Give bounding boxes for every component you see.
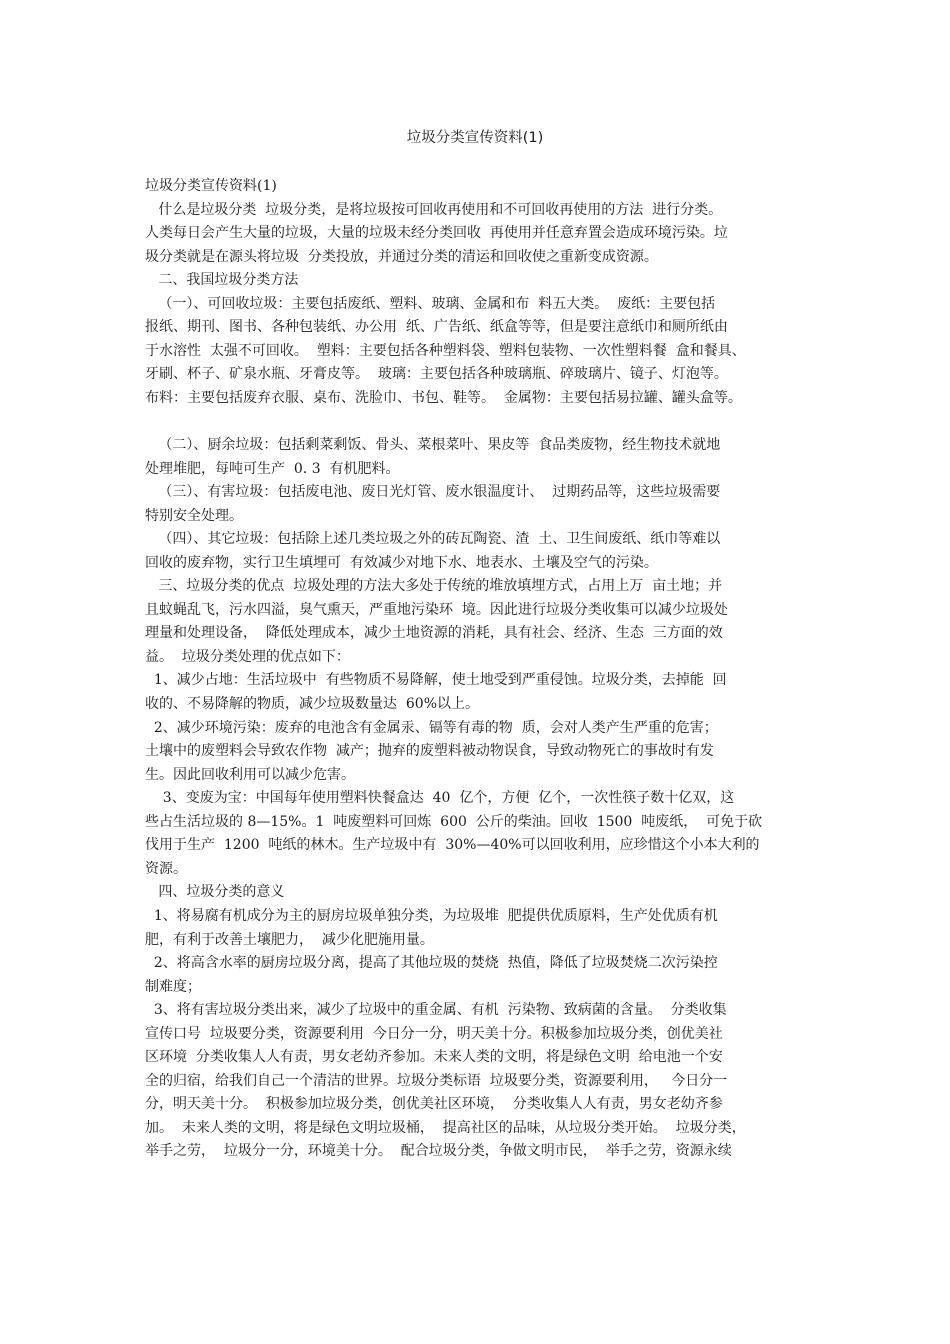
text-line: 三、垃圾分类的优点 垃圾处理的方法大多处于传统的堆放填埋方式，占用上万 亩土地；并 xyxy=(145,578,723,595)
text-line: 分，明天美十分。 积极参加垃圾分类，创优美社区环境， 分类收集人人有责，男女老幼齐参 xyxy=(145,1096,723,1113)
text-line: 报纸、期刊、图书、各种包装纸、办公用 纸、广告纸、纸盒等等，但是要注意纸巾和厕所纸由 xyxy=(145,319,728,336)
text-line: 2、减少环境污染：废弃的电池含有金属汞、镉等有毒的物 质，会对人类产生严重的危害； xyxy=(145,719,718,736)
text-line: 全的归宿，给我们自己一个清洁的世界。垃圾分类标语 垃圾要分类，资源要利用， 今日分一 xyxy=(145,1072,728,1089)
text-line: 特别安全处理。 xyxy=(145,507,243,524)
text-line: 布料：主要包括废弃衣服、桌布、洗脸巾、书包、鞋等。 金属物：主要包括易拉罐、罐头盒等。 xyxy=(145,389,742,406)
text-line: 于水溶性 太强不可回收。 塑料：主要包括各种塑料袋、塑料包装物、一次性塑料餐 盒和餐具、 xyxy=(145,342,746,359)
text-line: 些占生活垃圾的 8—15%。1 吨废塑料可回炼 600 公斤的柴油。回收 1500 吨废纸， 可免于砍 xyxy=(145,813,763,830)
text-line: 宣传口号 垃圾要分类，资源要利用 今日分一分，明天美十分。积极参加垃圾分类，创优美社 xyxy=(145,1025,723,1042)
text-line: 垃圾分类宣传资料(1) xyxy=(145,178,277,194)
text-line: 理量和处理设备， 降低处理成本，减少土地资源的消耗，具有社会、经济、生态 三方面的效 xyxy=(145,625,723,642)
text-line: 什么是垃圾分类 垃圾分类，是将垃圾按可回收再使用和不可回收再使用的方法 进行分类。 xyxy=(145,201,723,218)
blank-line xyxy=(145,410,825,434)
text-line: 益。 垃圾分类处理的优点如下： xyxy=(145,648,350,665)
text-line: 加。 未来人类的文明，将是绿色文明垃圾桶， 提高社区的品味，从垃圾分类开始。 垃圾分类， xyxy=(145,1119,746,1136)
text-line: 土壤中的废塑料会导致农作物 减产；抛弃的废塑料被动物误食，导致动物死亡的事故时有发 xyxy=(145,743,714,760)
text-line: 收的、不易降解的物质，减少垃圾数量达 60%以上。 xyxy=(145,696,480,713)
text-line: 生。因此回收利用可以减少危害。 xyxy=(145,766,355,783)
text-line: 处理堆肥，每吨可生产 0. 3 有机肥料。 xyxy=(145,460,400,477)
text-line: 牙刷、杯子、矿泉水瓶、牙膏皮等。 玻璃：主要包括各种玻璃瓶、碎玻璃片、镜子、灯泡等。 xyxy=(145,366,728,383)
text-line: （二）、厨余垃圾：包括剩菜剩饭、骨头、菜根菜叶、果皮等 食品类废物，经生物技术就地 xyxy=(145,437,721,454)
text-line: 3、变废为宝：中国每年使用塑料快餐盒达 40 亿个，方便 亿个，一次性筷子数十亿双，这 xyxy=(145,790,735,807)
text-line: 人类每日会产生大量的垃圾，大量的垃圾未经分类回收 再使用并任意弃置会造成环境污染。垃 xyxy=(145,225,728,242)
text-line: 资源。 xyxy=(145,860,187,877)
text-line: 2、将高含水率的厨房垃圾分离，提高了其他垃圾的焚烧 热值，降低了垃圾焚烧二次污染控 xyxy=(145,955,718,972)
text-line: 二、我国垃圾分类方法 xyxy=(145,272,299,289)
text-line: （一）、可回收垃圾：主要包括废纸、塑料、玻璃、金属和布 料五大类。 废纸：主要包括 xyxy=(145,295,716,312)
text-line: 回收的废弃物，实行卫生填埋可 有效减少对地下水、地表水、土壤及空气的污染。 xyxy=(145,554,658,571)
text-line: 举手之劳， 垃圾分一分，环境美十分。 配合垃圾分类，争做文明市民， 举手之劳，资源永续 xyxy=(145,1143,732,1160)
text-line: （四）、其它垃圾：包括除上述几类垃圾之外的砖瓦陶瓷、渣 土、卫生间废纸、纸巾等难以 xyxy=(145,531,721,548)
text-line: 且蚊蝇乱飞，污水四溢，臭气熏天，严重地污染环 境。因此进行垃圾分类收集可以减少垃圾处 xyxy=(145,601,728,618)
text-line: （三）、有害垃圾：包括废电池、废日光灯管、废水银温度计、 过期药品等，这些垃圾需要 xyxy=(145,484,721,501)
text-line: 圾分类就是在源头将垃圾 分类投放，并通过分类的清运和回收使之重新变成资源。 xyxy=(145,248,658,265)
text-line: 1、将易腐有机成分为主的厨房垃圾单独分类，为垃圾堆 肥提供优质原料，生产处优质有机 xyxy=(145,907,718,924)
document-body xyxy=(145,175,825,1164)
text-line: 四、垃圾分类的意义 xyxy=(145,884,285,901)
text-line: 区环境 分类收集人人有责，男女老幼齐参加。未来人类的文明，将是绿色文明 给电池一个安 xyxy=(145,1049,723,1066)
text-line: 伐用于生产 1200 吨纸的林木。生产垃圾中有 30%—40%可以回收利用，应珍惜这个小本大利的 xyxy=(145,837,760,854)
text-line: 制难度； xyxy=(145,978,201,995)
document-title: 垃圾分类宣传资料(1) xyxy=(406,130,544,146)
text-line: 3、将有害垃圾分类出来，减少了垃圾中的重金属、有机 污染物、致病菌的含量。 分类收集 xyxy=(145,1002,727,1019)
text-line: 肥，有利于改善土壤肥力， 减少化肥施用量。 xyxy=(145,931,434,948)
text-line: 1、减少占地：生活垃圾中 有些物质不易降解，使土地受到严重侵蚀。垃圾分类，去掉能 回 xyxy=(145,672,727,689)
